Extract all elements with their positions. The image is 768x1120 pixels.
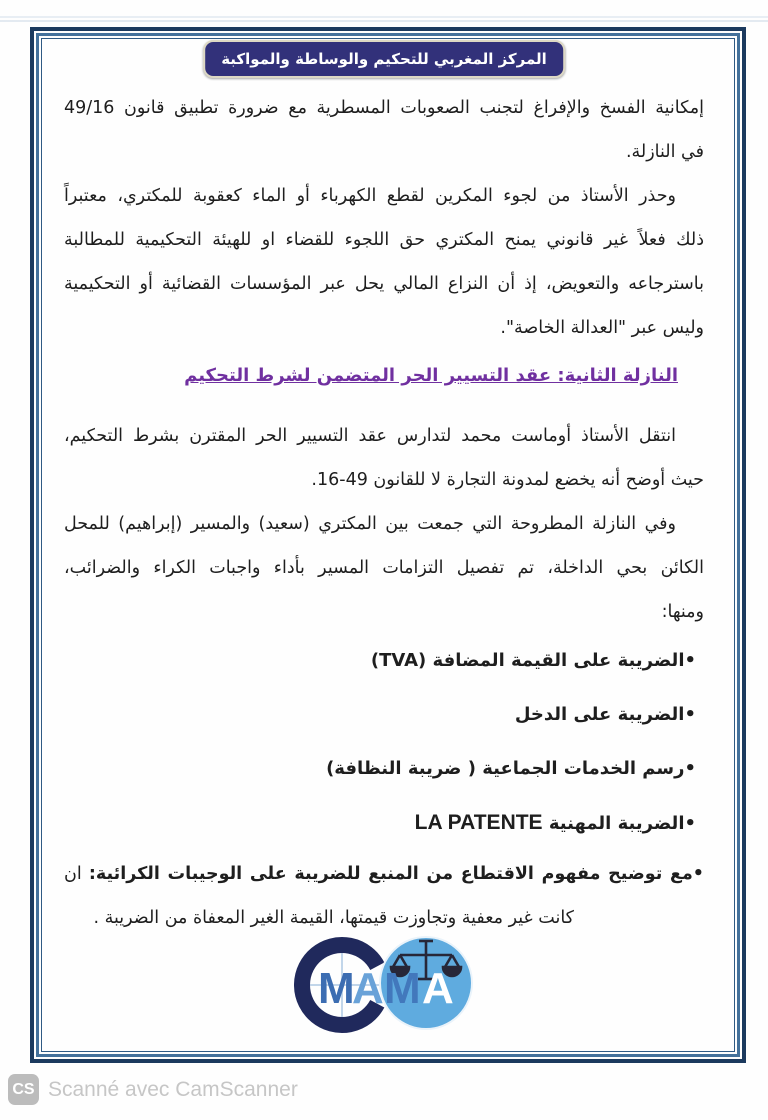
logo-letter-a2: A: [422, 964, 454, 1013]
list-item: [64, 796, 704, 850]
paragraph-line: وحذر الأستاذ من لجوء المكرين لقطع الكهرباء أو الماء كعقوبة للمكتري، معتبراً: [64, 186, 676, 206]
header-badge: المركز المغربي للتحكيم والوساطة والمواكبة: [203, 40, 565, 78]
paragraph-line: الكائن بحي الداخلة، تم تفصيل التزامات المسير بأداء واجبات الكراء والضرائب،: [64, 558, 704, 578]
bold-lead-text: •مع توضيح مفهوم الاقتطاع من المنبع للضريبة على الوجيبات الكرائية:: [88, 864, 704, 884]
scan-artifact-streaks: [0, 16, 768, 26]
paragraph-line: باسترجاعه والتعويض، إذ أن النزاع المالي يحل عبر المؤسسات القضائية أو التحكيمية: [64, 274, 704, 294]
paragraph-line: حيث أوضح أنه يخضع لمدونة التجارة لا للقانون 49-16.: [311, 470, 704, 490]
tax-bullet-list: [64, 634, 704, 850]
paragraph-line: [64, 852, 704, 896]
logo-letter-a1: A: [352, 964, 384, 1013]
list-item-latin-text: LA PATENTE: [414, 811, 543, 834]
paragraph-2: [64, 174, 704, 350]
paragraph-line: ومنها:: [661, 602, 704, 622]
document-body: [64, 86, 704, 940]
lead-tail-text: ان: [64, 864, 89, 884]
section-heading: النازلة الثانية: عقد التسيير الحر المتضمن لشرط التحكيم: [184, 365, 678, 386]
paragraph-line: ذلك فعلاً غير قانوني يمنح المكتري حق اللجوء للقضاء او للهيئة التحكيمية للمطالبة: [64, 230, 704, 250]
list-item: •رسم الخدمات الجماعية ( ضريبة النظافة): [326, 758, 696, 779]
camscanner-footer: [8, 1074, 298, 1105]
cmama-logo-graphic: [294, 930, 474, 1038]
paragraph-line: كانت غير معفية وتجاوزت قيمتها، القيمة الغير المعفاة من الضريبة .: [93, 908, 574, 928]
paragraph-line: وفي النازلة المطروحة التي جمعت بين المكتري (سعيد) والمسير (إبراهيم) للمحل: [64, 514, 676, 534]
logo-letter-m1: M: [318, 964, 355, 1013]
paragraph-line: في النازلة.: [625, 142, 704, 162]
logo-letter-m2: M: [384, 964, 421, 1013]
camscanner-cs-icon: CS: [8, 1074, 39, 1105]
camscanner-footer-text: Scanné avec CamScanner: [48, 1077, 298, 1101]
paragraph-4: [64, 502, 704, 634]
list-item: •الضريبة على الدخل: [514, 704, 696, 725]
list-item: •الضريبة على القيمة المضافة (TVA): [370, 650, 696, 671]
paragraph-5: [64, 852, 704, 940]
paragraph-line: إمكانية الفسخ والإفراغ لتجنب الصعوبات المسطرية مع ضرورة تطبيق قانون 49/16: [64, 98, 704, 118]
paragraph-line: وليس عبر "العدالة الخاصة".: [500, 318, 704, 338]
cmama-logo: [294, 930, 474, 1042]
paragraph-1: [64, 86, 704, 174]
paragraph-line: انتقل الأستاذ أوماست محمد لتدارس عقد التسيير الحر المقترن بشرط التحكيم،: [64, 426, 676, 446]
list-item-arabic-text: •الضريبة المهنية: [542, 813, 696, 834]
paragraph-3: [64, 414, 704, 502]
logo-mama-letters: [318, 964, 454, 1013]
